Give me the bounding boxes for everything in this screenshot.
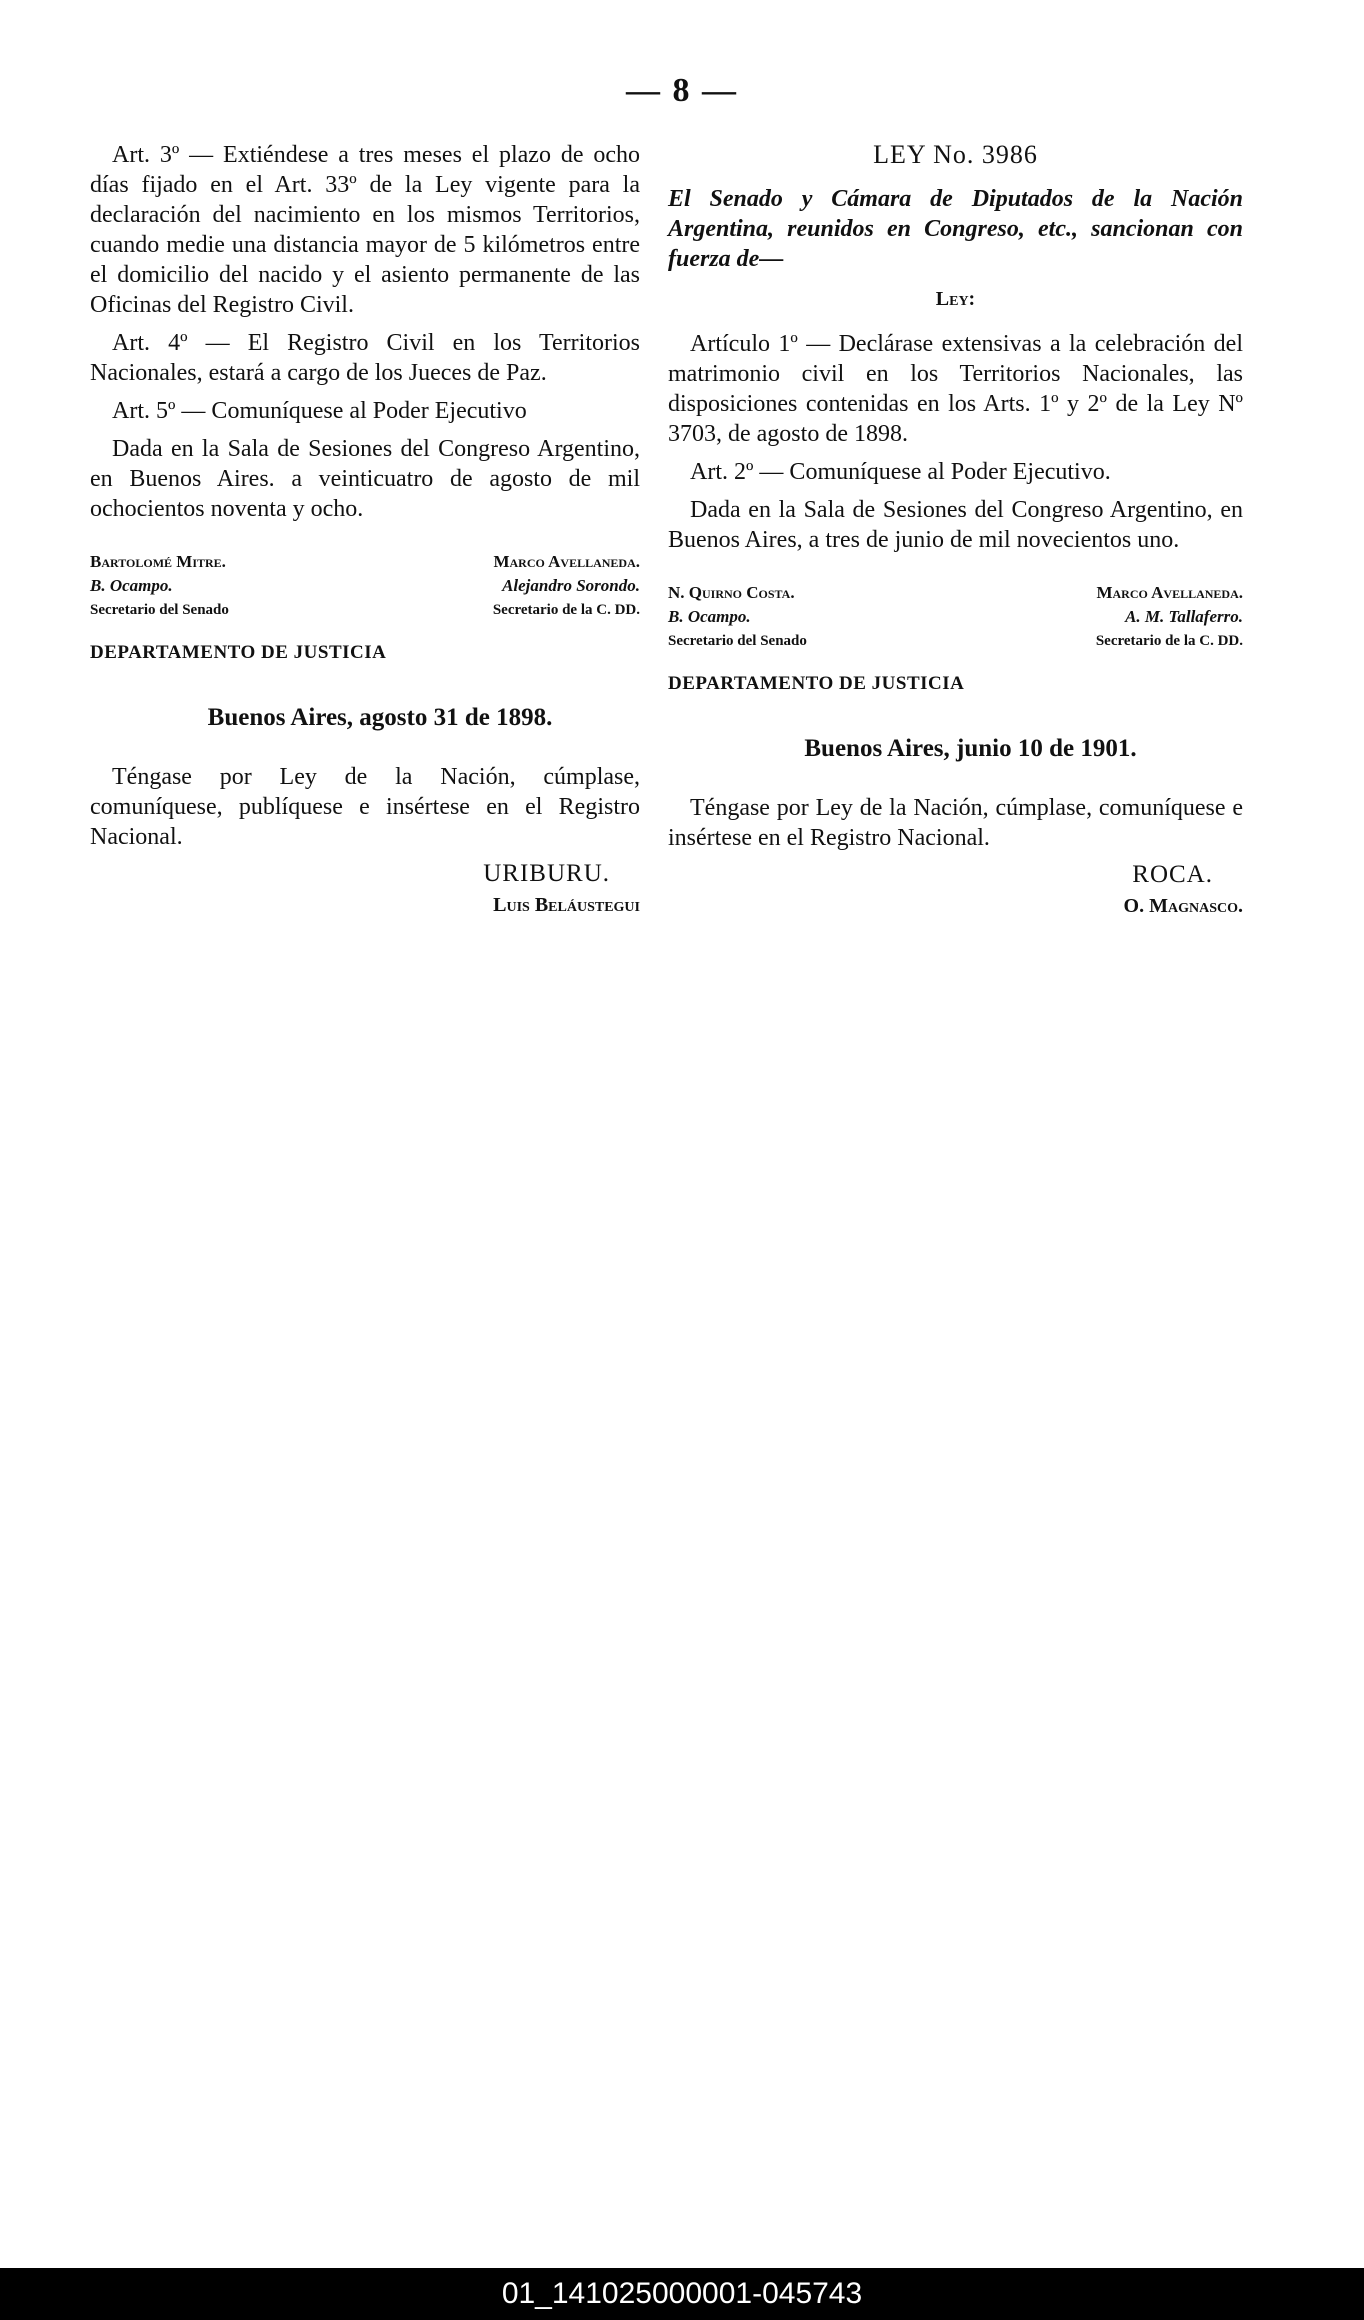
executive-signature [668, 861, 1243, 918]
minister-signature: O. Magnasco. [1123, 895, 1243, 917]
article-5-paragraph: Art. 5º — Comuníquese al Poder Ejecutivo [112, 398, 527, 424]
signatory-name: N. Quirno Costa. [668, 583, 795, 602]
signatory-name: Marco Avellaneda. [493, 552, 640, 571]
president-signature: URIBURU. [483, 860, 610, 887]
article-2-paragraph: Art. 2º — Comuníquese al Poder Ejecutivo. [690, 459, 1111, 485]
decree-text: Téngase por Ley de la Nación, cúmplase, comuníquese, publíquese e insértese en el Registro Nacional. [90, 764, 640, 850]
signatory-role: Secretario de la C. DD. [492, 602, 640, 618]
page-number: — 8 — [626, 72, 738, 109]
signatory-name: Bartolomé Mitre. [90, 552, 226, 571]
law-title: LEY No. 3986 [873, 140, 1038, 169]
left-column [90, 140, 640, 917]
promulgation-date: Buenos Aires, junio 10 de 1901. [804, 735, 1137, 762]
signature-row [90, 550, 640, 622]
signatory-role: Secretario de la C. DD. [1095, 633, 1243, 649]
signatory-secretary: B. Ocampo. [90, 576, 173, 595]
signature-left [668, 581, 807, 653]
signature-row [668, 581, 1243, 653]
signatory-secretary: A. M. Tallaferro. [1125, 607, 1243, 626]
signatory-secretary: Alejandro Sorondo. [502, 576, 640, 595]
article-3-paragraph: Art. 3º — Extiéndese a tres meses el plazo de ocho días fijado en el Art. 33º de la Ley vigente para la declaración del nacimiento en los mismos Territorios, cuando medie una distancia mayor de 5 kilómetros entre el domicilio del nacido y el asiento permanente de las Oficinas del Registro Civil. [90, 142, 640, 318]
decree-text: Téngase por Ley de la Nación, cúmplase, comuníquese e insértese en el Registro Nacional. [668, 795, 1243, 851]
session-paragraph: Dada en la Sala de Sesiones del Congreso Argentino, en Buenos Aires, a tres de junio de mil novecientos uno. [668, 497, 1243, 553]
signatory-role: Secretario del Senado [668, 633, 807, 649]
ley-label: Ley: [935, 288, 976, 310]
signatory-secretary: B. Ocampo. [668, 607, 751, 626]
department-heading: DEPARTAMENTO DE JUSTICIA [668, 673, 965, 694]
department-heading: DEPARTAMENTO DE JUSTICIA [90, 642, 387, 663]
signatory-name: Marco Avellaneda. [1096, 583, 1243, 602]
president-signature: ROCA. [1132, 861, 1213, 888]
signature-right [493, 550, 640, 622]
signatory-role: Secretario del Senado [90, 602, 229, 618]
session-paragraph: Dada en la Sala de Sesiones del Congreso Argentino, en Buenos Aires. a veinticuatro de agosto de mil ochocientos noventa y ocho. [90, 436, 640, 522]
promulgation-date: Buenos Aires, agosto 31 de 1898. [207, 704, 553, 731]
signature-left [90, 550, 229, 622]
enacting-formula: El Senado y Cámara de Diputados de la Nación Argentina, reunidos en Congreso, etc., sancionan con fuerza de— [668, 186, 1243, 272]
article-4-paragraph: Art. 4º — El Registro Civil en los Territorios Nacionales, estará a cargo de los Jueces de Paz. [90, 330, 640, 386]
signature-right [1096, 581, 1243, 653]
article-1-paragraph: Artículo 1º — Declárase extensivas a la celebración del matrimonio civil en los Territorios Nacionales, las disposiciones contenidas en los Arts. 1º y 2º de la Ley Nº 3703, de agosto de 1898. [668, 331, 1243, 447]
right-column [668, 140, 1243, 918]
scan-id-footer: 01_141025000001-045743 [0, 2268, 1364, 2320]
executive-signature [90, 860, 640, 917]
minister-signature: Luis Beláustegui [493, 894, 640, 916]
